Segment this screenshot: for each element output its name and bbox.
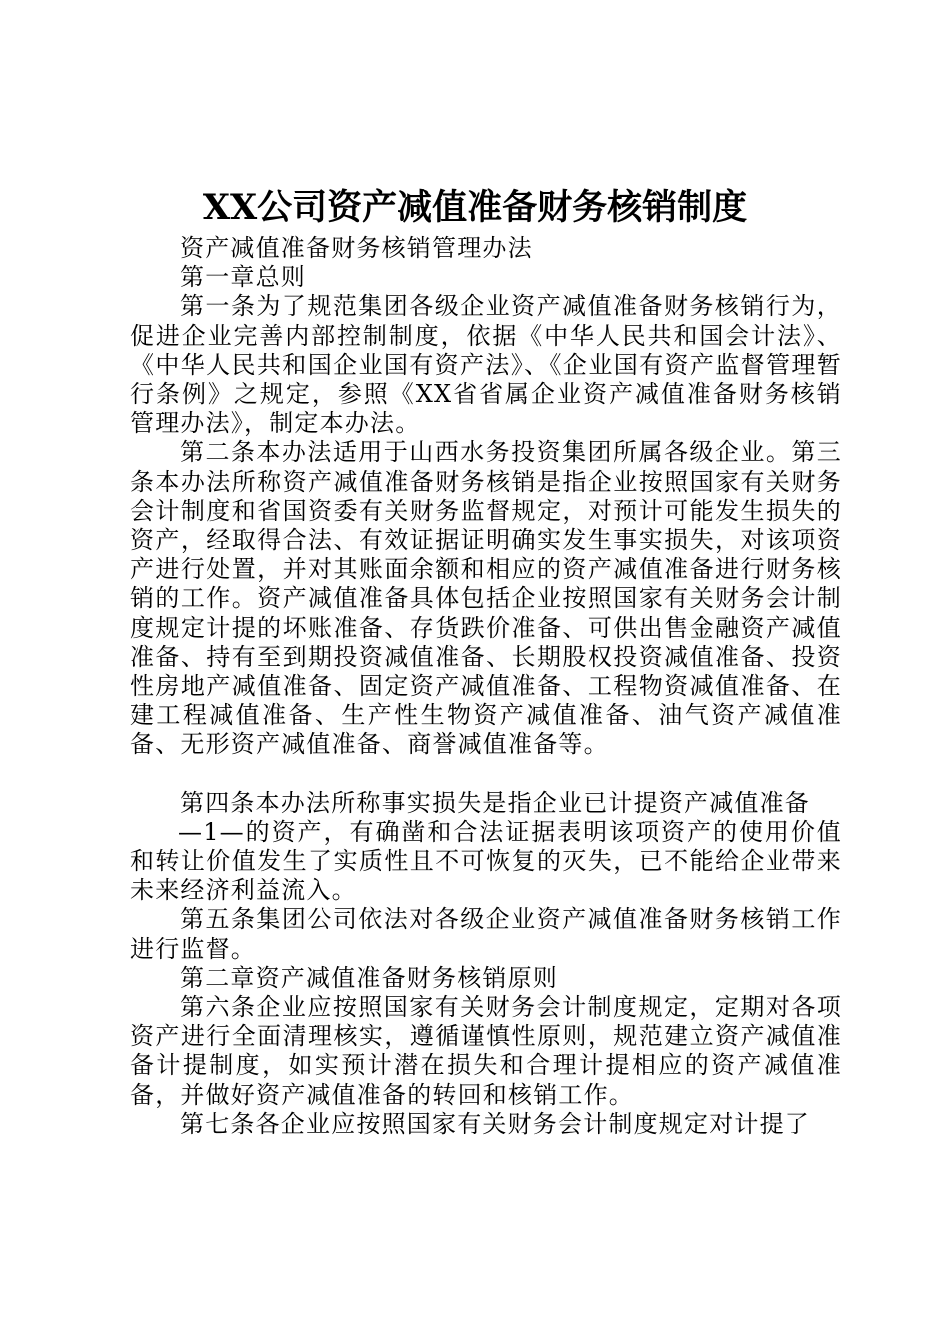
article-paragraph: 第六条企业应按照国家有关财务会计制度规定，定期对各项资产进行全面清理核实，遵循谨慎性原则，规范建立资产减值准备计提制度，如实预计潜在损失和合理计提相应的资产减值准备，并做好资产减值准备的转回和核销工作。 (130, 993, 842, 1109)
subtitle-paragraph: 资产减值准备财务核销管理办法 (180, 234, 533, 262)
chapter-heading: 第一章总则 (180, 263, 306, 292)
article-paragraph: 第一条为了规范集团各级企业资产减值准备财务核销行为，促进企业完善内部控制制度，依据《中华人民共和国会计法》、《中华人民共和国企业国有资产法》、《企业国有资产监督管理暂行条例》之规定，参照《XX省省属企业资产减值准备财务核销管理办法》，制定本办法。 (130, 292, 842, 438)
document-title: XX公司资产减值准备财务核销制度 (202, 187, 748, 228)
article-paragraph: 第五条集团公司依法对各级企业资产减值准备财务核销工作进行监督。 (130, 905, 842, 963)
article-paragraph: 第二条本办法适用于山西水务投资集团所属各级企业。第三条本办法所称资产减值准备财务核销是指企业按照国家有关财务会计制度和省国资委有关财务监督规定，对预计可能发生损失的资产，经取得合法、有效证据证明确实发生事实损失，对该项资产进行处置，并对其账面余额和相应的资产减值准备进行财务核销的工作。资产减值准备具体包括企业按照国家有关财务会计制度规定计提的坏账准备、存货跌价准备、可供出售金融资产减值准备、持有至到期投资减值准备、长期股权投资减值准备、投资性房地产减值准备、固定资产减值准备、工程物资减值准备、在建工程减值准备、生产性生物资产减值准备、油气资产减值准备、无形资产减值准备、商誉减值准备等。 (130, 438, 842, 759)
chapter-heading: 第二章资产减值准备财务核销原则 (180, 963, 558, 992)
article-paragraph: —1—的资产，有确凿和合法证据表明该项资产的使用价值和转让价值发生了实质性且不可恢复的灭失，已不能给企业带来未来经济利益流入。 (130, 817, 842, 905)
article-paragraph: 第四条本办法所称事实损失是指企业已计提资产减值准备 (180, 788, 810, 817)
document-body (130, 234, 842, 1139)
article-paragraph: 第七条各企业应按照国家有关财务会计制度规定对计提了 (180, 1109, 810, 1138)
